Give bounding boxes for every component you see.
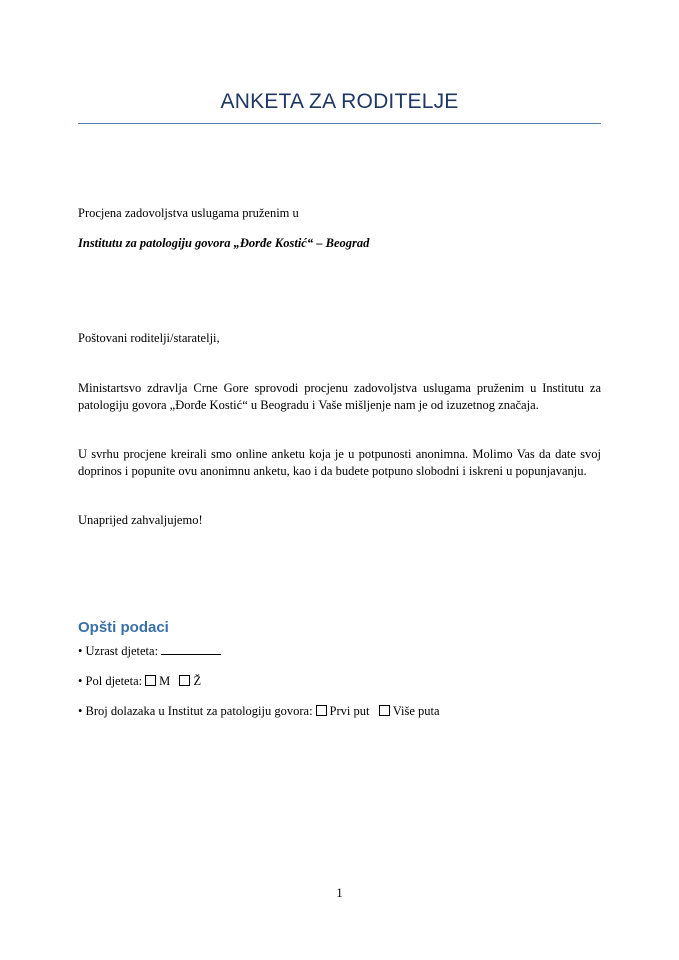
visits-first-checkbox[interactable] — [316, 705, 327, 716]
gender-z-checkbox[interactable] — [179, 675, 190, 686]
paragraph-1: Ministartsvo zdravlja Crne Gore sprovodi procjenu zadovoljstva uslugama pruženim u Institutu za patologiju govora „Đorđe Kostić“ u Beogradu i Vaše mišljenje nam je od izuzetnog značaja. — [78, 381, 601, 412]
gender-m-label: M — [159, 674, 171, 688]
title-underline — [78, 123, 601, 124]
gender-m-checkbox[interactable] — [145, 675, 156, 686]
institute-name: Institutu za patologiju govora „Đorđe Kostić“ – Beograd — [78, 236, 370, 250]
gender-label: Pol djeteta: — [85, 674, 143, 688]
age-input-blank[interactable] — [161, 643, 221, 655]
bullet: • — [78, 674, 83, 688]
field-child-age — [78, 643, 221, 660]
page-number: 1 — [336, 886, 343, 900]
visits-label: Broj dolazaka u Institut za patologiju govora: — [85, 704, 313, 718]
bullet: • — [78, 644, 83, 658]
field-child-gender — [78, 673, 201, 690]
intro-line: Procjena zadovoljstva uslugama pruženim u — [78, 206, 299, 220]
salutation: Poštovani roditelji/staratelji, — [78, 331, 220, 345]
gender-z-label: Ž — [193, 674, 202, 688]
visits-first-label: Prvi put — [329, 704, 370, 718]
visits-more-label: Više puta — [392, 704, 440, 718]
paragraph-2: U svrhu procjene kreirali smo online anketu koja je u potpunosti anonimna. Molimo Vas da date svoj doprinos i popunite ovu anonimnu anketu, kao i da budete potpuno slobodni i iskreni u popunjavanju. — [78, 447, 601, 478]
age-label: Uzrast djeteta: — [85, 644, 159, 658]
section-heading-general-data: Opšti podaci — [78, 619, 169, 636]
closing-line: Unaprijed zahvaljujemo! — [78, 513, 203, 527]
bullet: • — [78, 704, 83, 718]
visits-more-checkbox[interactable] — [379, 705, 390, 716]
field-visits — [78, 703, 440, 720]
document-title: ANKETA ZA RODITELJE — [220, 90, 459, 113]
